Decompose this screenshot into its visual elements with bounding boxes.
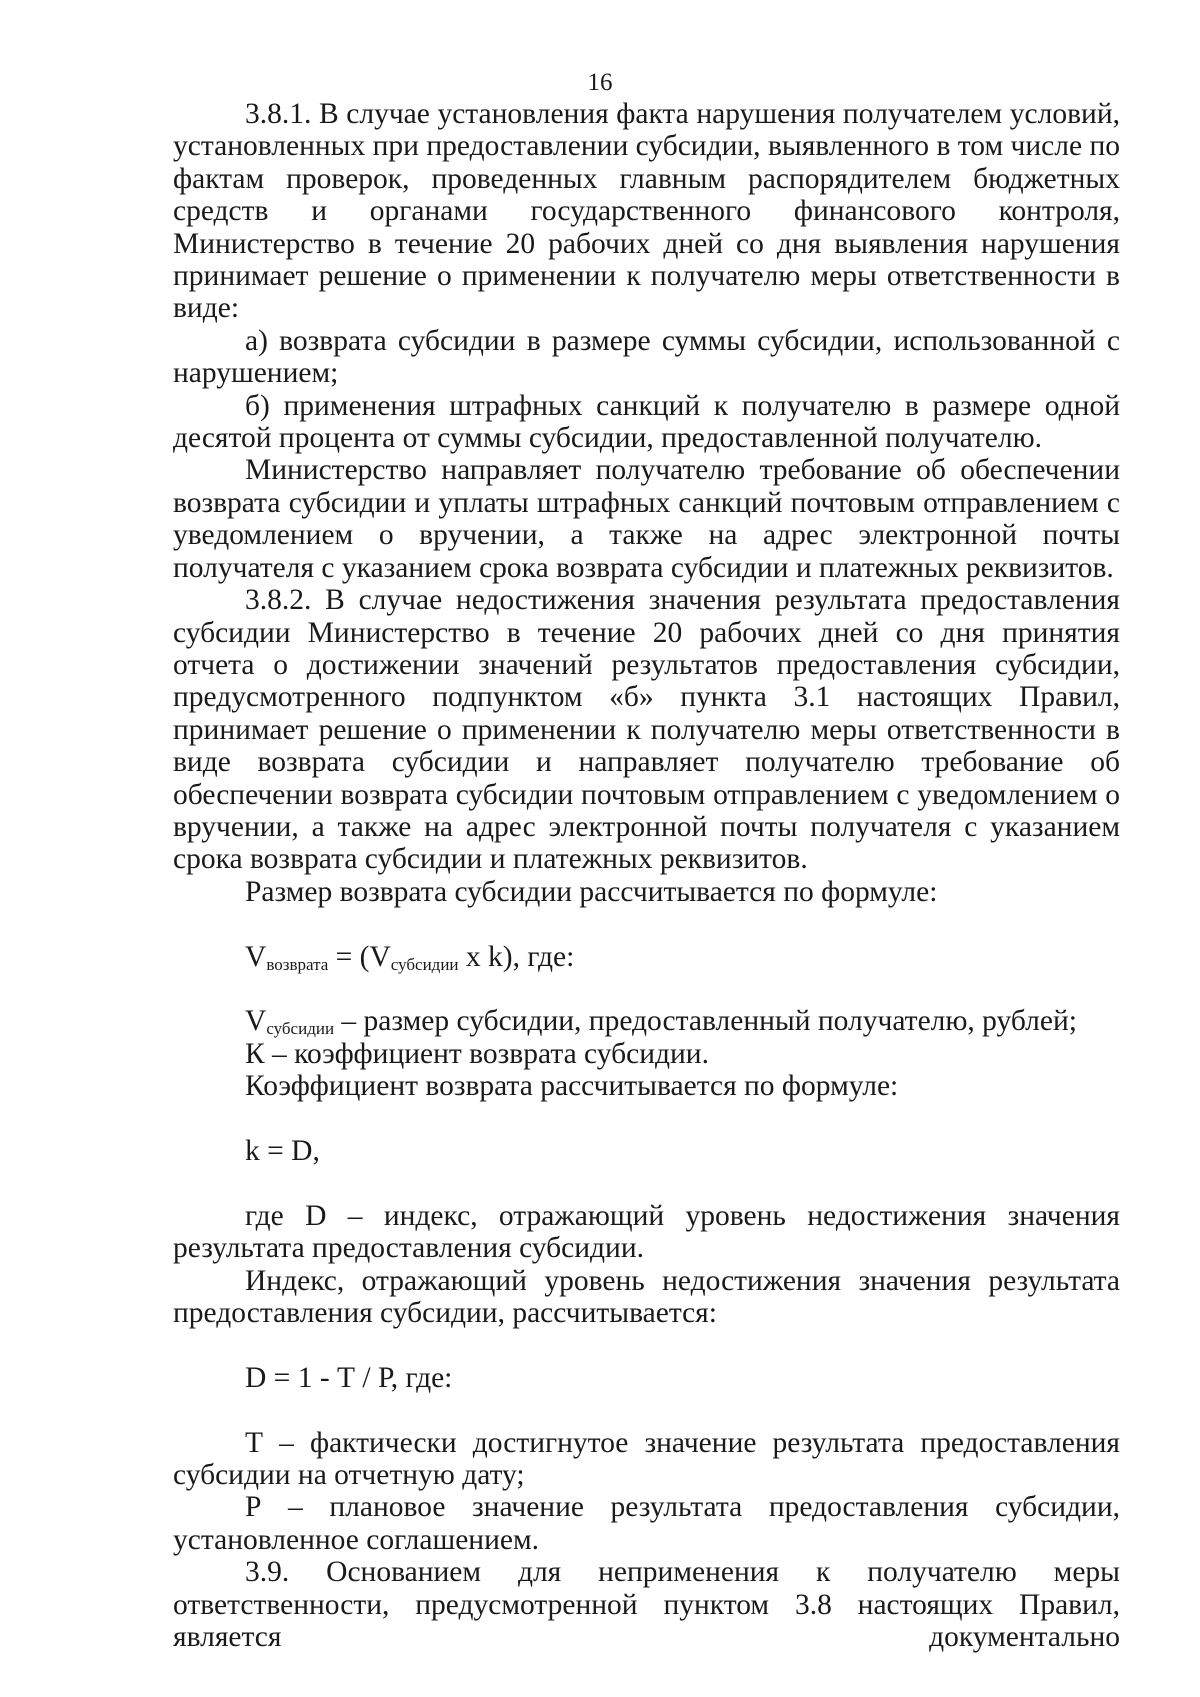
page-number: 16 (587, 69, 613, 96)
paragraph-3-9: 3.9. Основанием для неприменения к получателю меры ответственности, предусмотренной пунктом 3.8 настоящих Правил, является документально (173, 1556, 1120, 1653)
definition-d: где D – индекс, отражающий уровень недостижения значения результата предоставления субсидии. (173, 1199, 1120, 1265)
paragraph-coefficient: Коэффициент возврата рассчитывается по формуле: (245, 1070, 899, 1103)
formula-text: = (V (328, 940, 391, 973)
formula-d: D = 1 - Т / Р, где: (245, 1361, 453, 1394)
formula-symbol: V (245, 1005, 267, 1038)
spacer (173, 1394, 1120, 1426)
spacer (173, 1329, 1120, 1361)
document-body (173, 98, 1120, 1653)
formula-subscript: субсидии (390, 954, 459, 974)
formula-k: k = D, (245, 1134, 320, 1167)
paragraph-item-b: б) применения штрафных санкций к получателю в размере одной десятой процента от суммы субсидии, предоставленной получателю. (173, 389, 1120, 455)
definition-v-subsidy (173, 1005, 1120, 1037)
definition-k: К – коэффициент возврата субсидии. (245, 1037, 709, 1070)
definition-text: – размер субсидии, предоставленный получателю, рублей; (334, 1005, 1077, 1038)
definition-t: Т – фактически достигнутое значение результата предоставления субсидии на отчетную дату; (173, 1426, 1120, 1491)
paragraph-index: Индекс, отражающий уровень недостижения значения результата предоставления субсидии, рассчитывается: (173, 1264, 1120, 1329)
formula-symbol: V (245, 940, 267, 973)
spacer (173, 1167, 1120, 1199)
paragraph-ministry-demand: Министерство направляет получателю требование об обеспечении возврата субсидии и уплаты штрафных санкций почтовым отправлением с уведомлением о вручении, а также на адрес электронной почты получателя с указанием срока возврата субсидии и платежных реквизитов. (173, 454, 1120, 584)
paragraph-return-size: Размер возврата субсидии рассчитывается по формуле: (245, 875, 938, 908)
formula-subscript: субсидии (266, 1019, 335, 1039)
paragraph-3-8-2: 3.8.2. В случае недостижения значения результата предоставления субсидии Министерство в течение 20 рабочих дней со дня принятия отчета о достижении значений результатов предоставления субсидии, предусмотренного подпунктом «б» пункта 3.1 настоящих Правил, принимает решение о применении к получателю меры ответственности в виде возврата субсидии и направляет получателю требование об обеспечении возврата субсидии почтовым отправлением с уведомлением о вручении, а также на адрес электронной почты получателя с указанием срока возврата субсидии и платежных реквизитов. (173, 584, 1120, 876)
formula-text: х k), где: (458, 940, 575, 973)
spacer (173, 1103, 1120, 1135)
spacer (173, 973, 1120, 1005)
formula-subscript: возврата (266, 954, 329, 974)
formula-return-volume (173, 941, 1120, 973)
paragraph-item-a: а) возврата субсидии в размере суммы субсидии, использованной с нарушением; (173, 324, 1120, 390)
paragraph-3-8-1: 3.8.1. В случае установления факта нарушения получателем условий, установленных при предоставлении субсидии, выявленного в том числе по фактам проверок, проведенных главным распорядителем бюджетных средств и органами государственного финансового контроля, Министерство в течение 20 рабочих дней со дня выявления нарушения принимает решение о применении к получателю меры ответственности в виде: (173, 98, 1120, 325)
definition-p: Р – плановое значение результата предоставления субсидии, установленное соглашением. (173, 1491, 1120, 1556)
spacer (173, 908, 1120, 940)
